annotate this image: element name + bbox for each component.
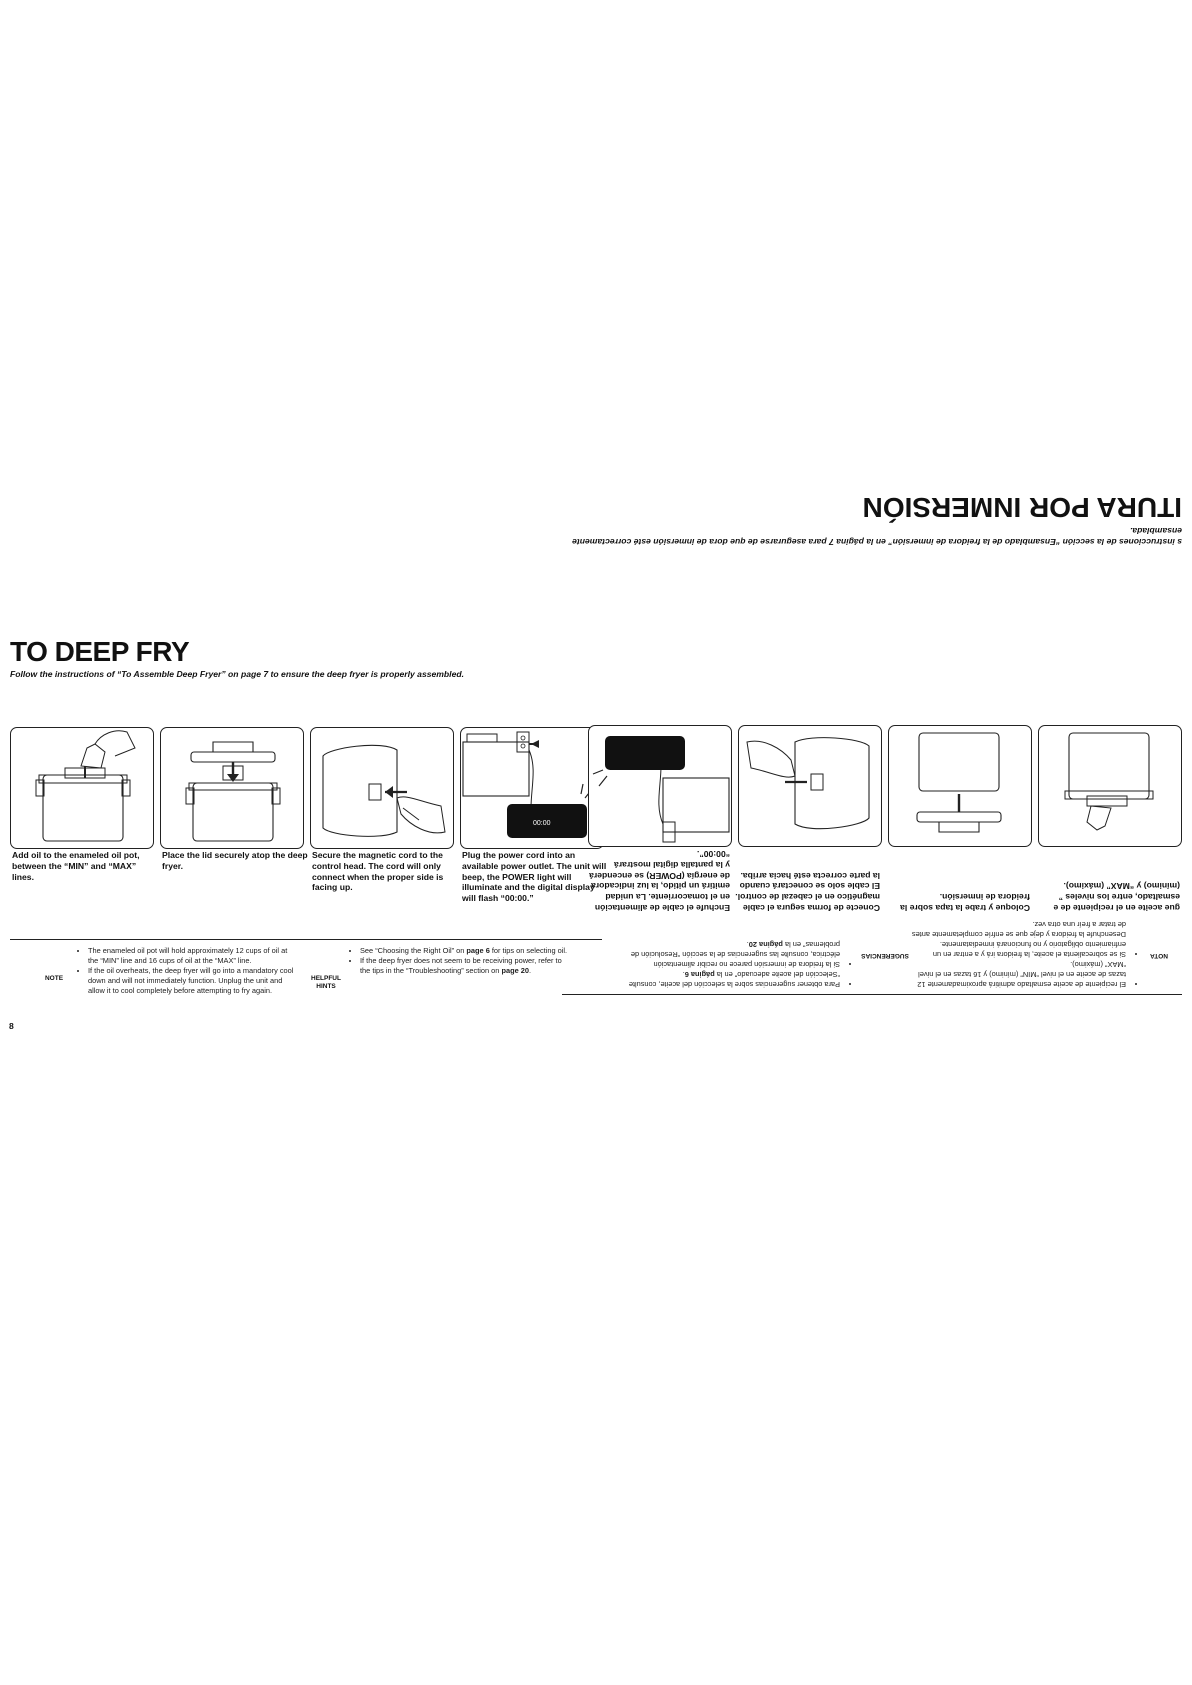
step-2-caption: Place the lid securely atop the deep fryer. — [162, 850, 308, 871]
page-reference-link: page 20 — [501, 966, 529, 975]
es-step-3-illustration — [738, 725, 882, 847]
pouring-oil-icon — [11, 728, 153, 848]
notes-divider — [10, 939, 602, 940]
es-step-2-caption: Coloque y trabe la tapa sobre la freidora de inmersión. — [900, 892, 1030, 913]
lid-icon — [161, 728, 303, 848]
step-2-illustration — [160, 727, 304, 849]
step-1-caption: Add oil to the enameled oil pot, between the “MIN” and “MAX” lines. — [12, 850, 140, 882]
es-hint-item: • Si la freidora de inmersión parece no recibir alimentación eléctrica, consulte las sugerencias de la sección “Resolución de problemas” en la página 20. — [622, 939, 840, 969]
es-note-list — [906, 919, 1140, 989]
step-3-illustration — [310, 727, 454, 849]
magnetic-cord-icon — [739, 726, 881, 846]
step-4-caption: Plug the power cord into an available power outlet. The unit will beep, the POWER light will illuminate and the digital display will flash “00:00.” — [462, 850, 607, 904]
note-item: • If the oil overheats, the deep fryer will go into a mandatory cool down and will not immediately function. Unplug the unit and allow it to cool completely before attempting to fry again. — [88, 966, 298, 996]
hint-item: • See “Choosing the Right Oil” on page 6 for tips on selecting oil. — [360, 946, 570, 956]
note-label: NOTE — [44, 975, 64, 982]
es-hint-item: • Para obtener sugerencias sobre la selección del aceite, consulte “Selección del aceite adecuado” en la página 6. — [622, 969, 840, 989]
es-page-title: ITURA POR INMERSIÓN — [862, 492, 1182, 523]
step-3-caption: Secure the magnetic cord to the control head. The cord will only connect when the proper side is facing up. — [312, 850, 444, 893]
note-list — [74, 946, 298, 996]
es-note-item: • El recipiente de aceite esmaltado admitirá aproximadamente 12 tazas de aceite en el nivel “MIN” (mínimo) y 16 tazas en el nivel “MAX” (máximo). — [906, 959, 1126, 989]
es-step-4-illustration — [588, 725, 732, 847]
es-step-4-caption: Enchufe el cable de alimentación en el tomacorriente. La unidad emitirá un pitido, la luz indicadora de energía (POWER) se encenderá y la pantalla digital mostrará “00:00”. — [589, 849, 730, 913]
magnetic-cord-icon — [311, 728, 453, 848]
power-outlet-icon — [589, 726, 731, 846]
es-hints-label: SUGERENCIAS — [861, 952, 909, 959]
es-note-item: • Si se sobrecalienta el aceite, la freidora irá y a entrar en un enfriamiento obligatorio y no funcionará inmediatamente. Desenchufe la freidora y deje que se enfríe completamente antes de tratar a freír una otra vez. — [906, 919, 1126, 959]
note-item: • The enameled oil pot will hold approximately 12 cups of oil at the “MIN” line and 16 cups of oil at the “MAX” line. — [88, 946, 298, 966]
hint-item: • If the deep fryer does not seem to be receiving power, refer to the tips in the “Troubleshooting” section on page 20. — [360, 956, 570, 976]
es-step-1-illustration — [1038, 725, 1182, 847]
es-page-subtitle: s instrucciones de la sección “Ensamblado de la freidora de inmersión” en la página 7 para asegurarse de que dora de inmersión esté correctamente ensamblada. — [572, 526, 1182, 547]
page-number: 8 — [9, 1021, 14, 1031]
hints-label: HELPFUL HINTS — [311, 975, 341, 990]
page-title: TO DEEP FRY — [10, 636, 190, 667]
lid-icon — [889, 726, 1031, 846]
spanish-page — [520, 480, 1192, 1055]
es-step-3-caption: Conecte de forma segura el cable magnético en el cabezal de control. El cable solo se conectará cuando la parte correcta esté hacia arriba. — [735, 870, 880, 913]
es-note-label: NOTA — [1150, 952, 1168, 959]
es-notes-divider — [562, 994, 1182, 995]
step-1-illustration — [10, 727, 154, 849]
es-hints-list — [622, 939, 854, 989]
page-subtitle: Follow the instructions of “To Assemble Deep Fryer” on page 7 to ensure the deep fryer is properly assembled. — [10, 669, 464, 679]
display-readout: 00:00 — [533, 820, 551, 827]
pouring-oil-icon — [1039, 726, 1181, 846]
page-reference-link: page 6 — [466, 946, 490, 955]
es-step-1-caption: gue aceite en el recipiente de e esmaltado, entre los niveles ” (mínimo) y “MAX” (máximo). — [1053, 881, 1180, 913]
es-step-2-illustration — [888, 725, 1032, 847]
